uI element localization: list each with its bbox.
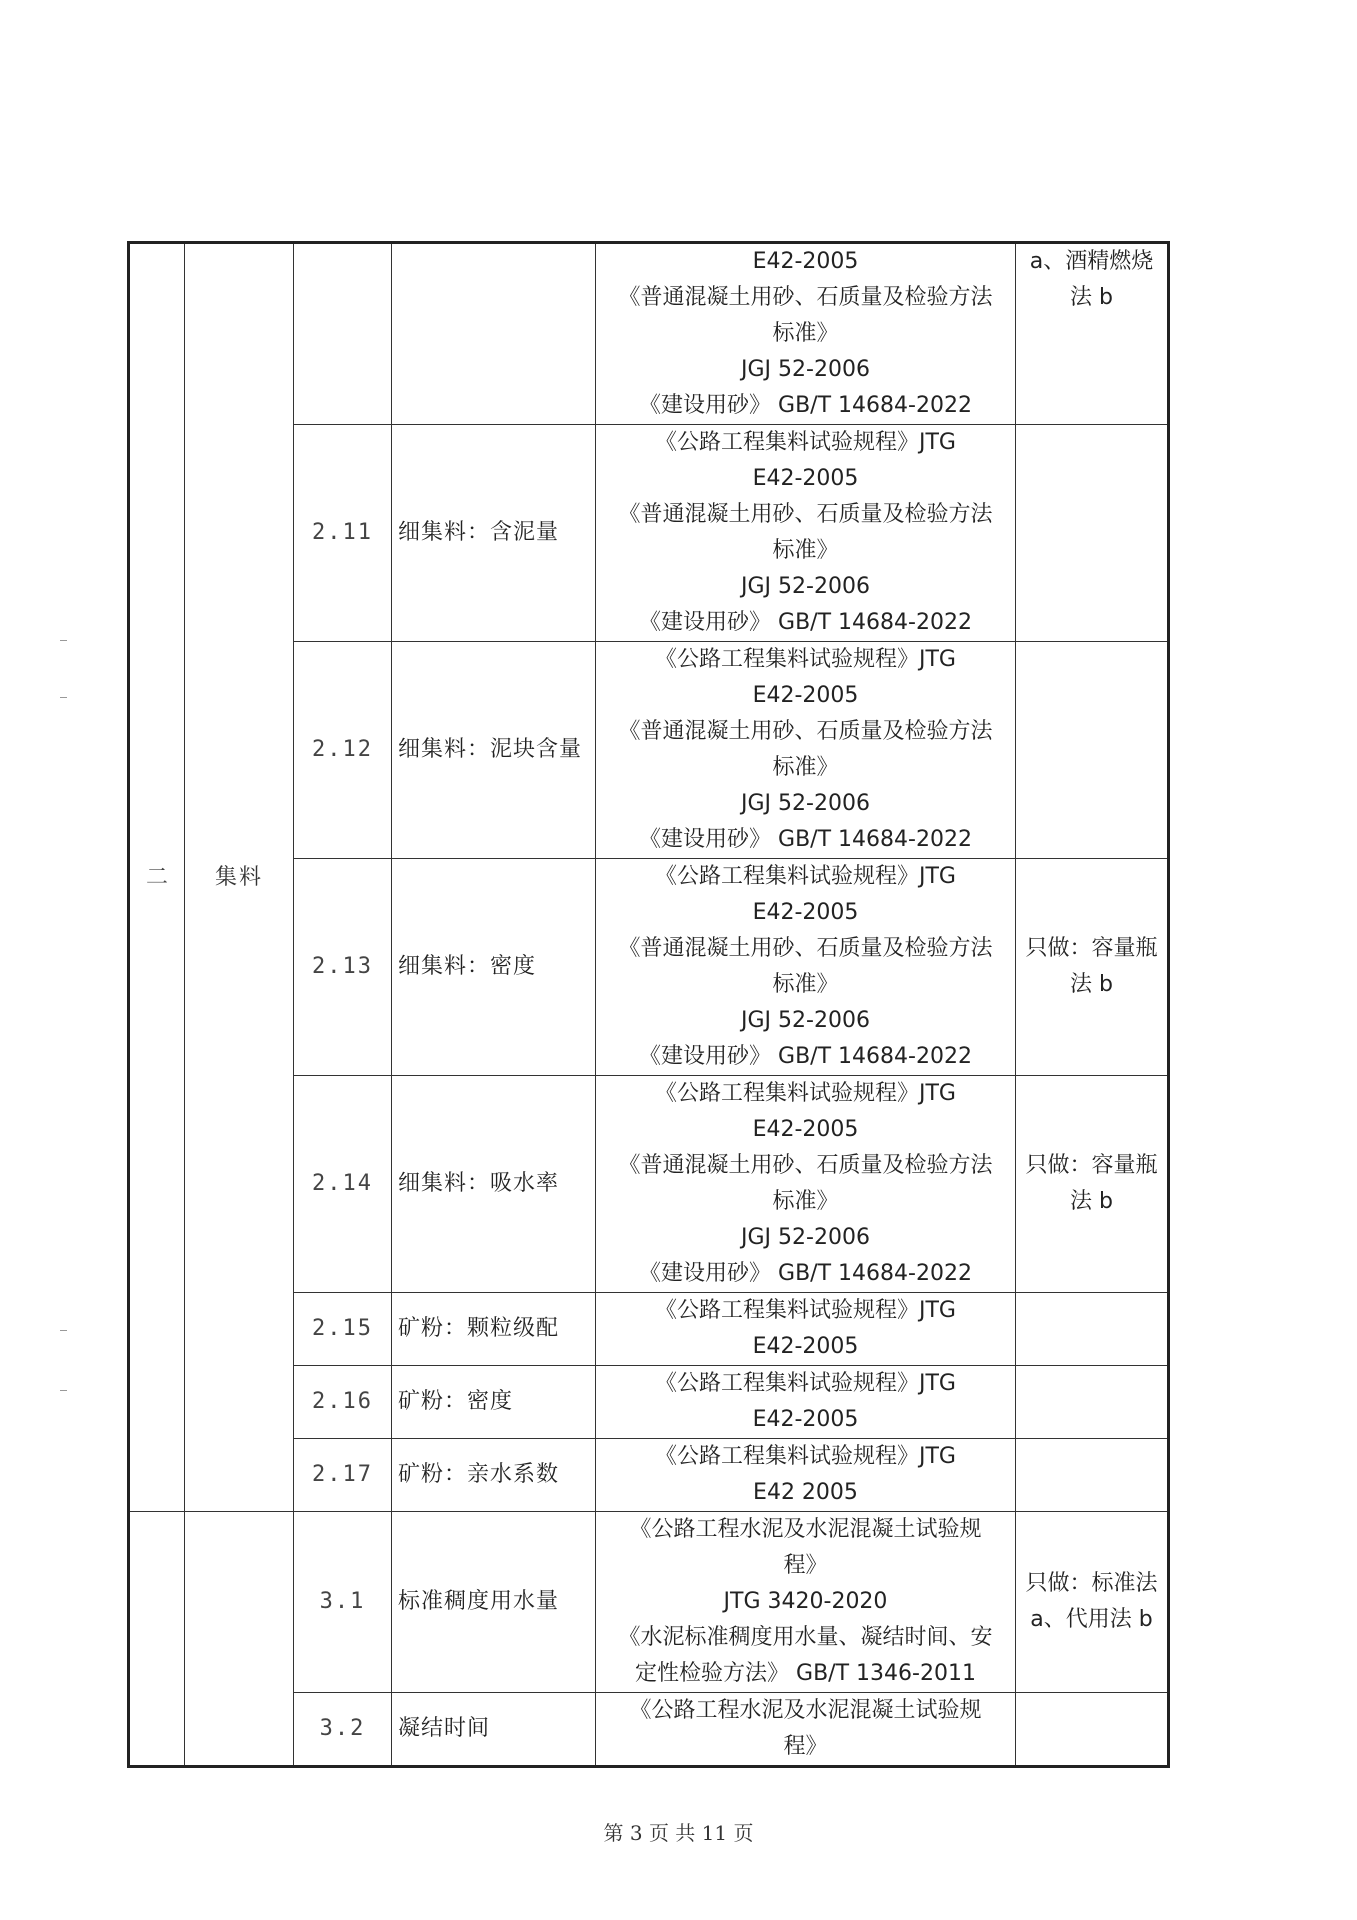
scan-mark: [60, 1330, 67, 1331]
standard-line: JGJ 52-2006: [741, 791, 870, 816]
note-line: 法 b: [1070, 972, 1113, 997]
standard-line: E42-2005: [752, 683, 859, 708]
note-cell: [1016, 1512, 1169, 1693]
item-name-cell: 细集料：吸水率: [392, 1076, 596, 1293]
standard-line: E42 2005: [753, 1480, 858, 1505]
standard-line: 《公路工程集料试验规程》JTG: [655, 647, 956, 672]
note-line: 法 b: [1070, 285, 1113, 310]
item-number-cell: 2.14: [294, 1076, 392, 1293]
item-name-cell: 细集料：泥块含量: [392, 642, 596, 859]
table-row: [129, 1512, 1169, 1693]
standard-line: E42-2005: [752, 249, 859, 274]
item-name-cell: 矿粉：颗粒级配: [392, 1293, 596, 1366]
item-number-cell: 2.12: [294, 642, 392, 859]
standard-line: 《公路工程集料试验规程》JTG: [655, 1298, 956, 1323]
scan-mark: [60, 640, 67, 641]
standard-line: 《建设用砂》 GB/T 14684-2022: [639, 1044, 972, 1069]
standard-line: 《普通混凝土用砂、石质量及检验方法: [618, 285, 993, 310]
note-cell: [1016, 1693, 1169, 1767]
standard-line: JGJ 52-2006: [741, 1008, 870, 1033]
standard-line: E42-2005: [752, 1334, 859, 1359]
standard-line: 《公路工程集料试验规程》JTG: [655, 1081, 956, 1106]
standard-cell: [596, 243, 1016, 425]
standard-line: 《建设用砂》 GB/T 14684-2022: [639, 1261, 972, 1286]
standard-line: 《水泥标准稠度用水量、凝结时间、安: [618, 1625, 993, 1650]
standard-line: E42-2005: [752, 466, 859, 491]
standard-line: E42-2005: [752, 1117, 859, 1142]
item-number-cell: 3.2: [294, 1693, 392, 1767]
standard-line: 《公路工程集料试验规程》JTG: [655, 430, 956, 455]
standard-line: 《普通混凝土用砂、石质量及检验方法: [618, 719, 993, 744]
standard-line: 定性检验方法》 GB/T 1346-2011: [635, 1661, 976, 1686]
standard-line: 《普通混凝土用砂、石质量及检验方法: [618, 936, 993, 961]
standard-line: E42-2005: [752, 1407, 859, 1432]
standard-line: 标准》: [772, 972, 839, 997]
standard-cell: [596, 1366, 1016, 1439]
standard-line: 《建设用砂》 GB/T 14684-2022: [639, 827, 972, 852]
item-name-cell: 标准稠度用水量: [392, 1512, 596, 1693]
standard-line: 程》: [783, 1553, 828, 1578]
standard-cell: [596, 1439, 1016, 1512]
item-name-cell: 矿粉：亲水系数: [392, 1439, 596, 1512]
standard-cell: [596, 1076, 1016, 1293]
item-number-cell: 2.16: [294, 1366, 392, 1439]
note-cell: [1016, 425, 1169, 642]
group-index-cell: 二: [129, 243, 185, 1512]
standard-line: 《建设用砂》 GB/T 14684-2022: [639, 393, 972, 418]
note-cell: [1016, 1076, 1169, 1293]
standard-line: JGJ 52-2006: [741, 357, 870, 382]
scan-mark: [60, 1390, 67, 1391]
standard-line: 《公路工程集料试验规程》JTG: [655, 1444, 956, 1469]
test-items-table: [127, 241, 1170, 1768]
item-number-cell: 2.13: [294, 859, 392, 1076]
item-name-cell: [392, 243, 596, 425]
note-cell: [1016, 1293, 1169, 1366]
note-cell: [1016, 243, 1169, 425]
item-name-cell: 凝结时间: [392, 1693, 596, 1767]
item-number-cell: 2.15: [294, 1293, 392, 1366]
note-line: 法 b: [1070, 1189, 1113, 1214]
item-number-cell: 2.17: [294, 1439, 392, 1512]
standard-line: 《普通混凝土用砂、石质量及检验方法: [618, 1153, 993, 1178]
standard-line: 标准》: [772, 321, 839, 346]
note-line: a、代用法 b: [1030, 1607, 1153, 1632]
group-index-cell: [129, 1512, 185, 1767]
standard-line: 《公路工程水泥及水泥混凝土试验规: [629, 1517, 982, 1542]
standard-line: 标准》: [772, 538, 839, 563]
note-line: 只做：容量瓶: [1025, 936, 1158, 961]
standard-line: JTG 3420-2020: [723, 1589, 888, 1614]
standard-cell: [596, 642, 1016, 859]
note-line: 只做：容量瓶: [1025, 1153, 1158, 1178]
item-number-cell: [294, 243, 392, 425]
standard-line: JGJ 52-2006: [741, 574, 870, 599]
page-footer: 第 3 页 共 11 页: [603, 1821, 754, 1845]
group-name-cell: 集料: [185, 243, 294, 1512]
item-number-cell: 2.11: [294, 425, 392, 642]
standard-line: 标准》: [772, 755, 839, 780]
scan-mark: [60, 697, 67, 698]
standard-line: 《普通混凝土用砂、石质量及检验方法: [618, 502, 993, 527]
standard-cell: [596, 425, 1016, 642]
note-line: 只做：标准法: [1025, 1571, 1158, 1596]
table-row: [129, 243, 1169, 425]
note-line: a、酒精燃烧: [1029, 249, 1154, 274]
standard-line: 标准》: [772, 1189, 839, 1214]
standard-cell: [596, 1512, 1016, 1693]
note-cell: [1016, 1366, 1169, 1439]
standard-cell: [596, 859, 1016, 1076]
standard-line: JGJ 52-2006: [741, 1225, 870, 1250]
item-name-cell: 细集料：密度: [392, 859, 596, 1076]
standard-line: E42-2005: [752, 900, 859, 925]
item-name-cell: 矿粉：密度: [392, 1366, 596, 1439]
item-number-cell: 3.1: [294, 1512, 392, 1693]
standard-cell: [596, 1293, 1016, 1366]
standard-cell: [596, 1693, 1016, 1767]
item-name-cell: 细集料：含泥量: [392, 425, 596, 642]
note-cell: [1016, 859, 1169, 1076]
standard-line: 程》: [783, 1734, 828, 1759]
standard-line: 《公路工程水泥及水泥混凝土试验规: [629, 1698, 982, 1723]
note-cell: [1016, 1439, 1169, 1512]
standard-line: 《公路工程集料试验规程》JTG: [655, 1371, 956, 1396]
group-name-cell: [185, 1512, 294, 1767]
standard-line: 《建设用砂》 GB/T 14684-2022: [639, 610, 972, 635]
note-cell: [1016, 642, 1169, 859]
standard-line: 《公路工程集料试验规程》JTG: [655, 864, 956, 889]
